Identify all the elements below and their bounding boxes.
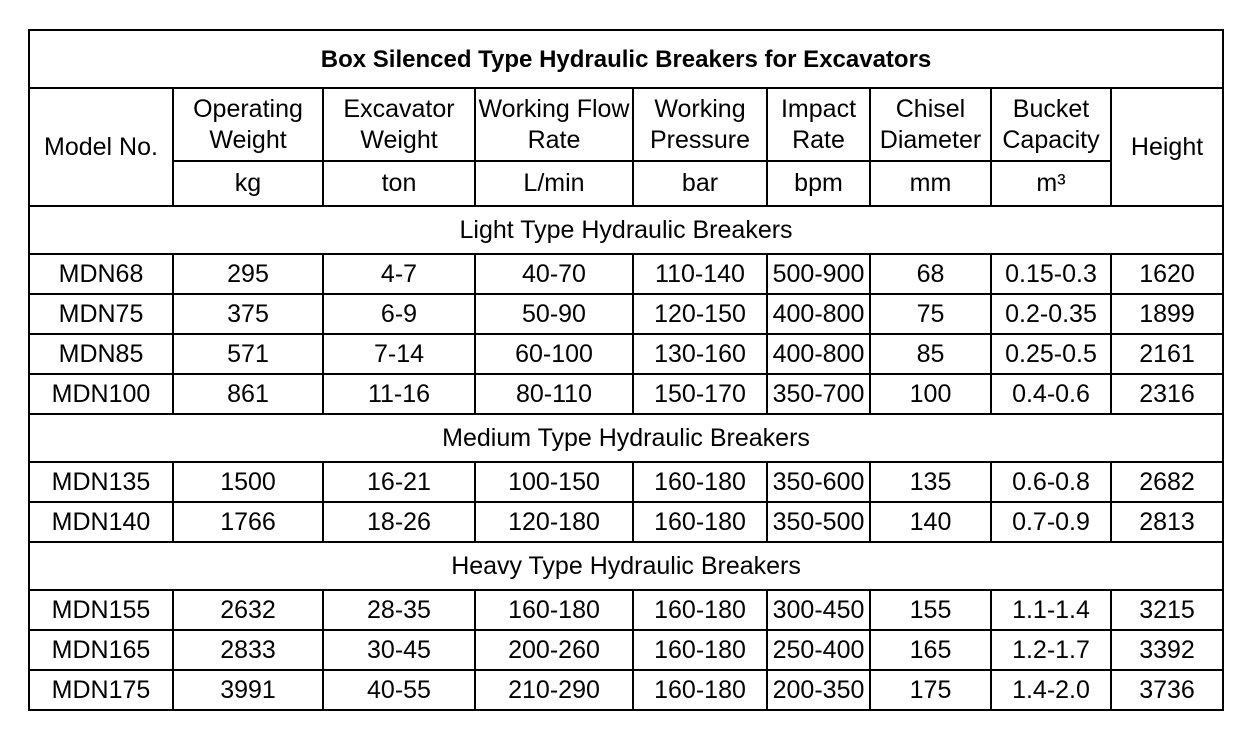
cell-bucket-capacity: 0.6-0.8 [991,462,1111,502]
cell-bucket-capacity: 1.2-1.7 [991,630,1111,670]
cell-flow-rate: 80-110 [475,374,633,414]
unit-working-pressure: bar [633,161,767,206]
cell-excavator-weight: 4-7 [323,254,475,294]
table-row [29,334,1223,374]
cell-impact-rate: 400-800 [767,334,870,374]
cell-model: MDN175 [29,670,173,710]
table-row [29,254,1223,294]
header-excavator-weight: Excavator Weight [323,88,475,161]
unit-working-flow-rate: L/min [475,161,633,206]
cell-model: MDN85 [29,334,173,374]
cell-height: 3392 [1111,630,1223,670]
header-chisel-diameter: Chisel Diameter [870,88,991,161]
cell-impact-rate: 350-700 [767,374,870,414]
cell-pressure: 160-180 [633,670,767,710]
cell-operating-weight: 295 [173,254,323,294]
section-header-light: Light Type Hydraulic Breakers [29,206,1223,254]
cell-chisel-diameter: 175 [870,670,991,710]
cell-bucket-capacity: 0.15-0.3 [991,254,1111,294]
cell-operating-weight: 1500 [173,462,323,502]
cell-height: 2682 [1111,462,1223,502]
cell-pressure: 160-180 [633,630,767,670]
cell-operating-weight: 1766 [173,502,323,542]
cell-model: MDN75 [29,294,173,334]
cell-excavator-weight: 28-35 [323,590,475,630]
cell-flow-rate: 120-180 [475,502,633,542]
cell-excavator-weight: 16-21 [323,462,475,502]
cell-impact-rate: 400-800 [767,294,870,334]
cell-chisel-diameter: 140 [870,502,991,542]
spec-table [28,29,1224,711]
cell-chisel-diameter: 85 [870,334,991,374]
cell-bucket-capacity: 0.4-0.6 [991,374,1111,414]
cell-flow-rate: 100-150 [475,462,633,502]
cell-operating-weight: 2833 [173,630,323,670]
cell-excavator-weight: 7-14 [323,334,475,374]
cell-pressure: 110-140 [633,254,767,294]
cell-flow-rate: 60-100 [475,334,633,374]
header-model-no: Model No. [29,88,173,206]
unit-chisel-diameter: mm [870,161,991,206]
table-row [29,294,1223,334]
cell-excavator-weight: 40-55 [323,670,475,710]
unit-impact-rate: bpm [767,161,870,206]
cell-excavator-weight: 11-16 [323,374,475,414]
cell-chisel-diameter: 155 [870,590,991,630]
cell-height: 2161 [1111,334,1223,374]
cell-impact-rate: 500-900 [767,254,870,294]
cell-bucket-capacity: 0.7-0.9 [991,502,1111,542]
cell-impact-rate: 350-600 [767,462,870,502]
cell-impact-rate: 250-400 [767,630,870,670]
section-header-heavy: Heavy Type Hydraulic Breakers [29,542,1223,590]
cell-flow-rate: 50-90 [475,294,633,334]
unit-bucket-capacity: m³ [991,161,1111,206]
cell-operating-weight: 375 [173,294,323,334]
cell-model: MDN68 [29,254,173,294]
header-bucket-capacity: Bucket Capacity [991,88,1111,161]
cell-pressure: 150-170 [633,374,767,414]
table-row [29,630,1223,670]
cell-pressure: 160-180 [633,502,767,542]
cell-model: MDN100 [29,374,173,414]
cell-bucket-capacity: 0.2-0.35 [991,294,1111,334]
table-row [29,502,1223,542]
cell-operating-weight: 2632 [173,590,323,630]
cell-height: 3215 [1111,590,1223,630]
cell-height: 1620 [1111,254,1223,294]
cell-chisel-diameter: 165 [870,630,991,670]
cell-pressure: 130-160 [633,334,767,374]
cell-bucket-capacity: 0.25-0.5 [991,334,1111,374]
cell-bucket-capacity: 1.1-1.4 [991,590,1111,630]
cell-flow-rate: 40-70 [475,254,633,294]
cell-height: 3736 [1111,670,1223,710]
cell-pressure: 160-180 [633,590,767,630]
cell-model: MDN155 [29,590,173,630]
header-working-pressure: Working Pressure [633,88,767,161]
cell-model: MDN135 [29,462,173,502]
cell-excavator-weight: 18-26 [323,502,475,542]
cell-flow-rate: 160-180 [475,590,633,630]
cell-excavator-weight: 6-9 [323,294,475,334]
header-operating-weight: Operating Weight [173,88,323,161]
cell-impact-rate: 350-500 [767,502,870,542]
cell-chisel-diameter: 68 [870,254,991,294]
cell-pressure: 160-180 [633,462,767,502]
cell-model: MDN165 [29,630,173,670]
cell-height: 1899 [1111,294,1223,334]
cell-impact-rate: 200-350 [767,670,870,710]
cell-pressure: 120-150 [633,294,767,334]
table-row [29,462,1223,502]
cell-chisel-diameter: 75 [870,294,991,334]
cell-height: 2316 [1111,374,1223,414]
cell-bucket-capacity: 1.4-2.0 [991,670,1111,710]
table-row [29,374,1223,414]
cell-model: MDN140 [29,502,173,542]
cell-chisel-diameter: 135 [870,462,991,502]
cell-impact-rate: 300-450 [767,590,870,630]
cell-height: 2813 [1111,502,1223,542]
section-header-medium: Medium Type Hydraulic Breakers [29,414,1223,462]
cell-chisel-diameter: 100 [870,374,991,414]
cell-flow-rate: 210-290 [475,670,633,710]
unit-excavator-weight: ton [323,161,475,206]
header-height: Height [1111,88,1223,206]
cell-excavator-weight: 30-45 [323,630,475,670]
table-title: Box Silenced Type Hydraulic Breakers for Excavators [29,30,1223,88]
header-impact-rate: Impact Rate [767,88,870,161]
header-working-flow-rate: Working Flow Rate [475,88,633,161]
cell-flow-rate: 200-260 [475,630,633,670]
cell-operating-weight: 571 [173,334,323,374]
table-body [29,206,1223,710]
unit-operating-weight: kg [173,161,323,206]
cell-operating-weight: 3991 [173,670,323,710]
table-row [29,590,1223,630]
table-row [29,670,1223,710]
cell-operating-weight: 861 [173,374,323,414]
